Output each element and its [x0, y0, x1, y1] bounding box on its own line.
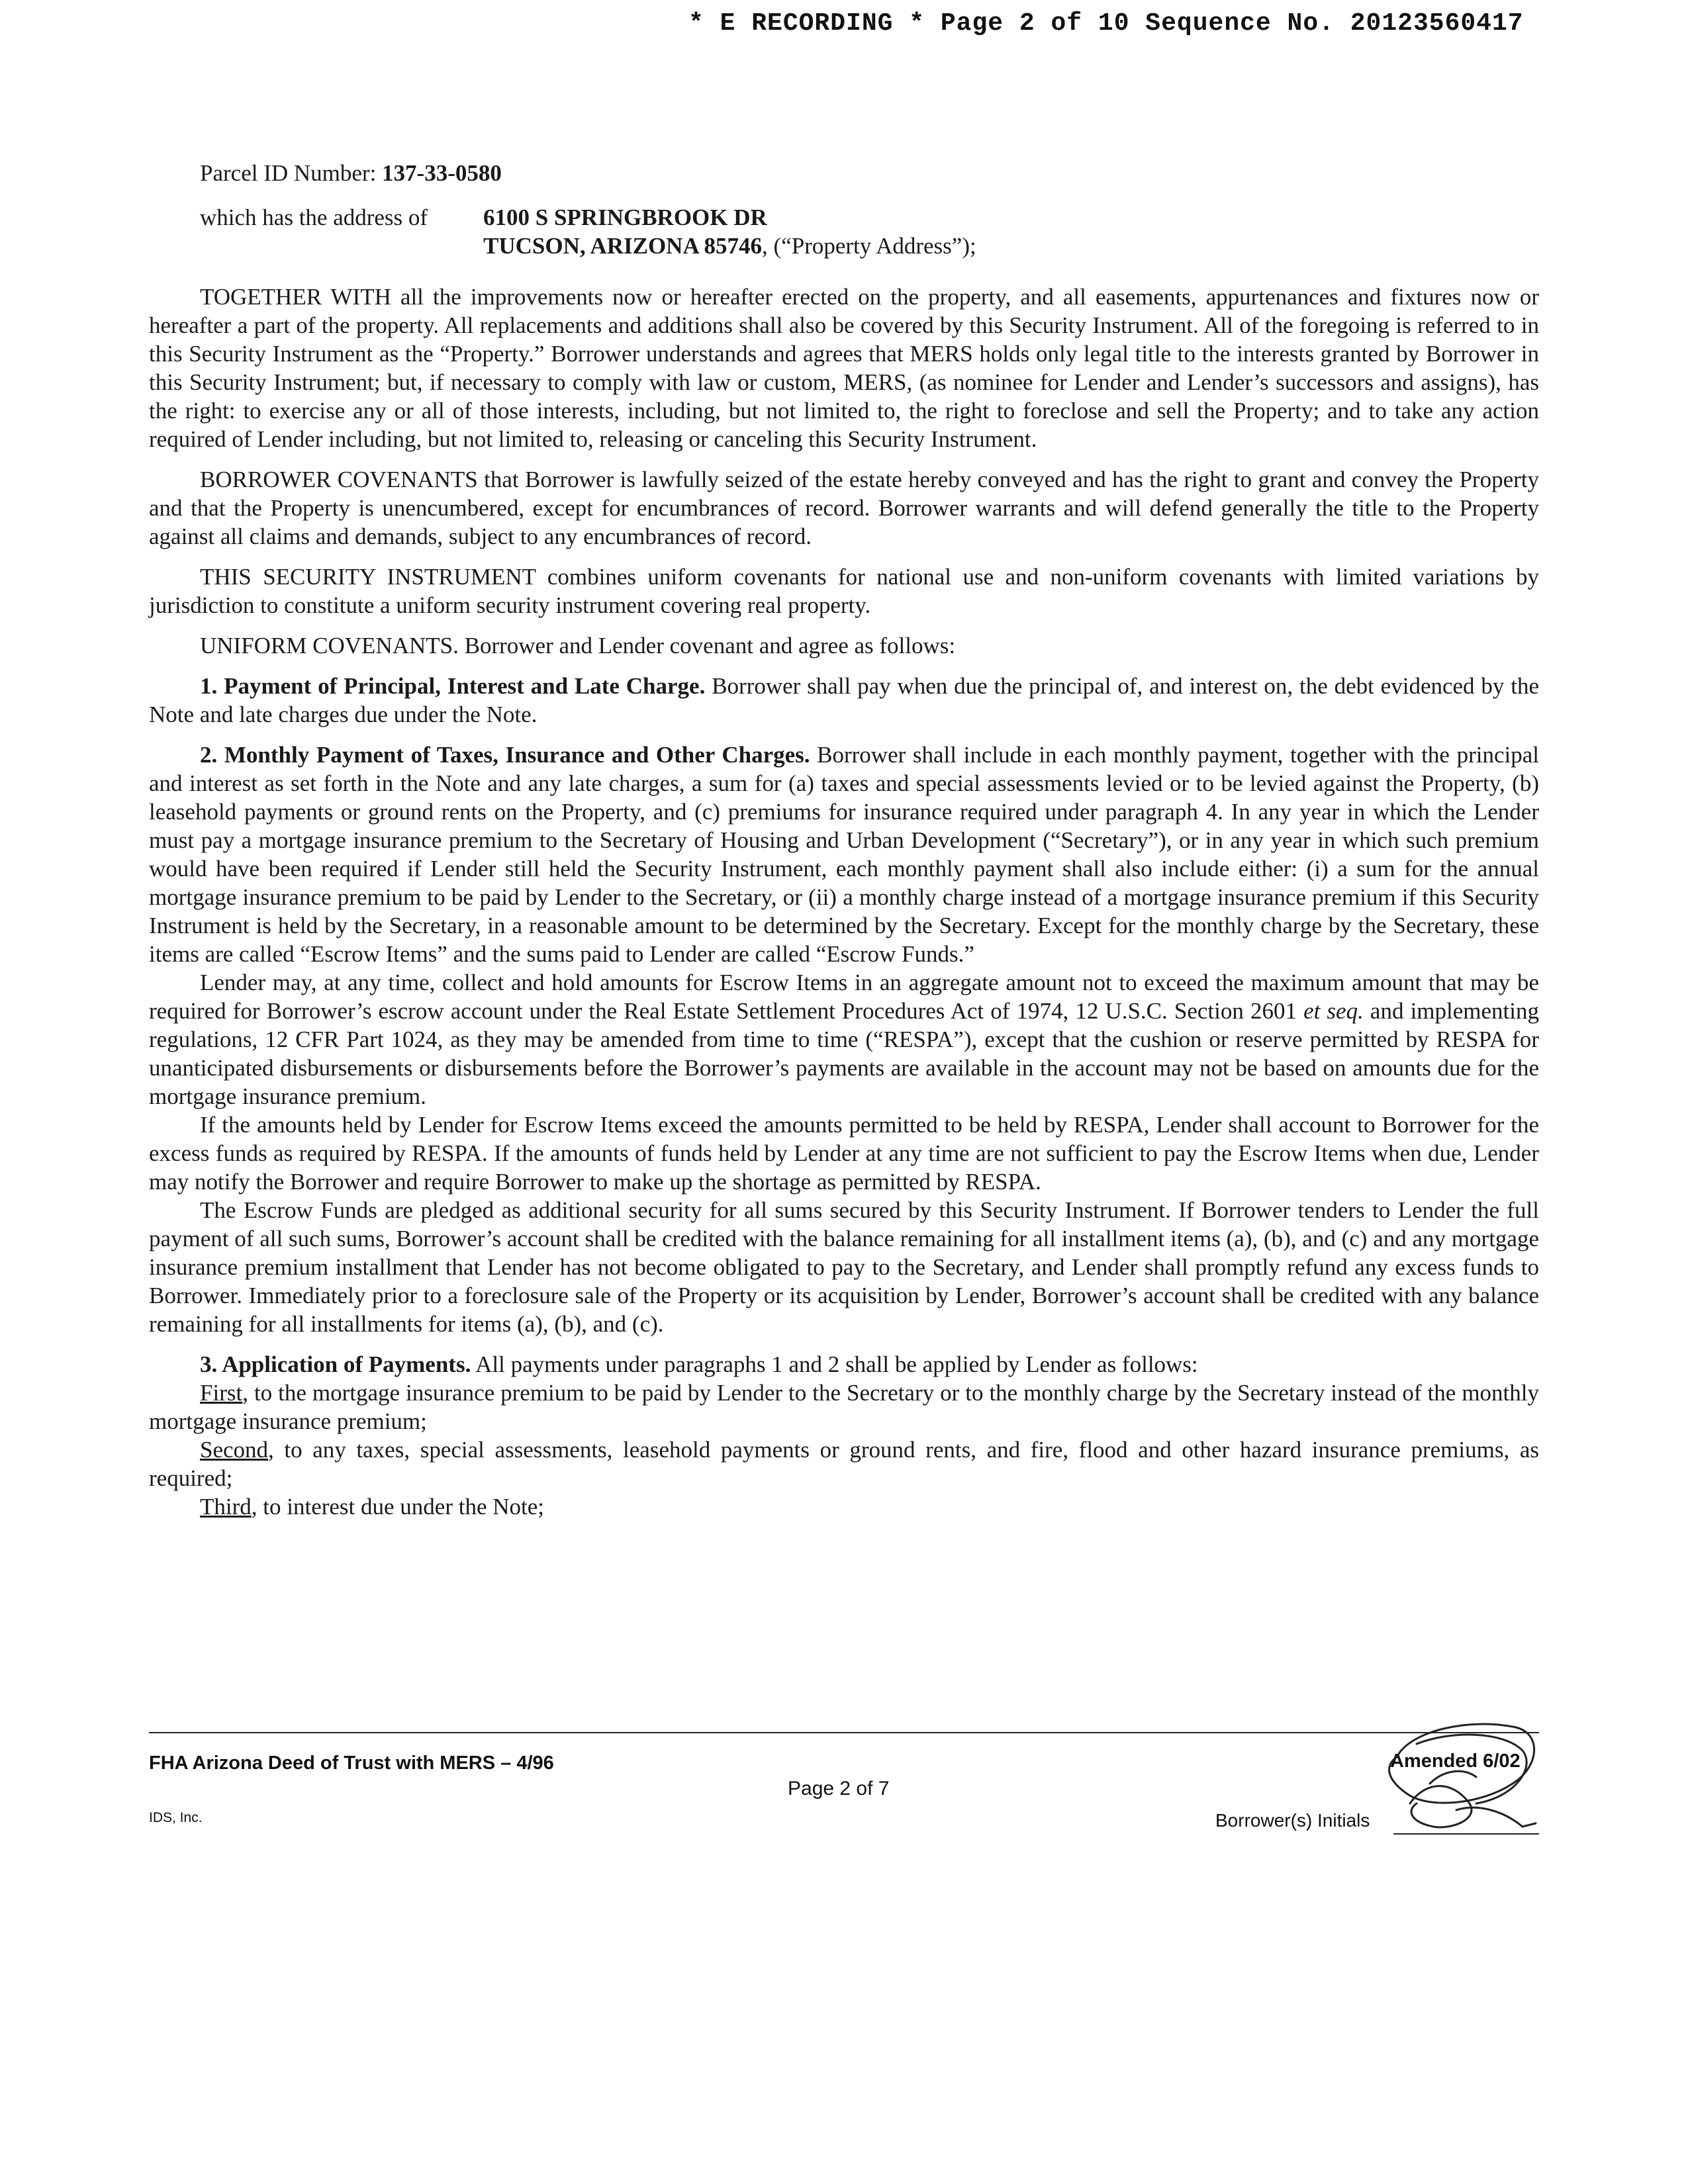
- recording-stamp: * E RECORDING * Page 2 of 10 Sequence No. 20123560417: [688, 9, 1524, 38]
- vendor-name: IDS, Inc.: [149, 1810, 203, 1825]
- document-body: [149, 159, 1539, 1521]
- section-3-body: All payments under paragraphs 1 and 2 shall be applied by Lender as follows:: [471, 1351, 1198, 1377]
- second-label: Second: [200, 1437, 269, 1463]
- page-number: Page 2 of 7: [788, 1778, 890, 1799]
- section-2-lender-paragraph: [149, 968, 1539, 1111]
- section-2-body: Borrower shall include in each monthly payment, together with the principal and interest as set forth in the Note and any late charges, a sum for (a) taxes and special assessments levied or to be levied against the Property, (b) leasehold payments or ground rents on the Property, and (c) premiums for insurance required under paragraph 4. In any year in which the Lender must pay a mortgage insurance premium to the Secretary of Housing and Urban Development (“Secretary”), or in any year in which such premium would have been required if Lender still held the Security Instrument, each monthly payment shall also include either: (i) a sum for the annual mortgage insurance premium to be paid by Lender to the Secretary, or (ii) a monthly charge instead of a mortgage insurance premium if this Security Instrument is held by the Secretary, in a reasonable amount to be determined by the Secretary. Except for the monthly charge by the Secretary, these items are called “Escrow Items” and the sums paid to Lender are called “Escrow Funds.”: [149, 742, 1539, 967]
- address-suffix: , (“Property Address”);: [762, 233, 976, 259]
- property-address: [200, 203, 1539, 260]
- section-2-paragraph: [149, 741, 1539, 968]
- footer-divider: [149, 1732, 1539, 1733]
- address-city: TUCSON, ARIZONA 85746: [483, 233, 763, 259]
- section-1-heading: 1. Payment of Principal, Interest and Late Charge.: [200, 673, 706, 699]
- section-3-paragraph: [149, 1350, 1539, 1379]
- borrower-covenants-paragraph: BORROWER COVENANTS that Borrower is lawfully seized of the estate hereby conveyed and has the right to grant and convey the Property and that the Property is unencumbered, except for encumbrances of record. Borrower warrants and will defend generally the title to the Property against all claims and demands, subject to any encumbrances of record.: [149, 467, 1539, 549]
- parcel-line: [200, 159, 1539, 187]
- form-name: FHA Arizona Deed of Trust with MERS – 4/96: [149, 1752, 554, 1774]
- address-lines: [483, 203, 976, 260]
- address-street: 6100 S SPRINGBROOK DR: [483, 205, 767, 230]
- parcel-label: Parcel ID Number:: [200, 160, 377, 186]
- parcel-number: 137-33-0580: [382, 160, 502, 186]
- uniform-covenants-paragraph: UNIFORM COVENANTS. Borrower and Lender covenant and agree as follows:: [200, 633, 956, 659]
- first-body: , to the mortgage insurance premium to be paid by Lender to the Secretary or to the monthly charge by the Secretary instead of the monthly mortgage insurance premium;: [149, 1380, 1539, 1434]
- first-application-paragraph: [149, 1379, 1539, 1435]
- second-body: , to any taxes, special assessments, leasehold payments or ground rents, and fire, flood and other hazard insurance premiums, as required;: [149, 1437, 1539, 1491]
- section-2-lender-text-b: and implementing regulations, 12 CFR Part 1024, as they may be amended from time to time (“RESPA”), except that the cushion or reserve permitted by RESPA for unanticipated disbursements or disbursements before the Borrower’s payments are available in the account may not be based on amounts due for the mortgage insurance premium.: [149, 998, 1539, 1109]
- amended-date: Amended 6/02: [1390, 1751, 1521, 1772]
- second-application-paragraph: [149, 1435, 1539, 1492]
- section-1-paragraph: [149, 672, 1539, 729]
- third-application-paragraph: [149, 1492, 1539, 1521]
- et-seq-text: et seq.: [1303, 998, 1364, 1024]
- first-label: First: [200, 1380, 243, 1406]
- security-instrument-paragraph: THIS SECURITY INSTRUMENT combines uniform covenants for national use and non-uniform covenants with limited variations by jurisdiction to constitute a uniform security instrument covering real property.: [149, 564, 1539, 618]
- third-label: Third: [200, 1494, 252, 1520]
- section-3-heading: 3. Application of Payments.: [200, 1351, 471, 1377]
- together-with-paragraph: TOGETHER WITH all the improvements now or hereafter erected on the property, and all easements, appurtenances and fixtures now or hereafter a part of the property. All replacements and additions shall also be covered by this Security Instrument. All of the foregoing is referred to in this Security Instrument as the “Property.” Borrower understands and agrees that MERS holds only legal title to the interests granted by Borrower in this Security Instrument; but, if necessary to comply with law or custom, MERS, (as nominee for Lender and Lender’s successors and assigns), has the right: to exercise any or all of those interests, including, but not limited to, the right to foreclose and sell the Property; and to take any action required of Lender including, but not limited to, releasing or canceling this Security Instrument.: [149, 284, 1539, 452]
- section-2-lender-text-a: Lender may, at any time, collect and hold amounts for Escrow Items in an aggregate amount not to exceed the maximum amount that may be required for Borrower’s escrow account under the Real Estate Settlement Procedures Act of 1974, 12 U.S.C. Section 2601: [149, 970, 1539, 1024]
- section-2-pledged-paragraph: The Escrow Funds are pledged as additional security for all sums secured by this Security Instrument. If Borrower tenders to Lender the full payment of all such sums, Borrower’s account shall be credited with the balance remaining for all installment items (a), (b), and (c) and any mortgage insurance premium installment that Lender has not become obligated to pay to the Secretary, and Lender shall promptly refund any excess funds to Borrower. Immediately prior to a foreclosure sale of the Property or its acquisition by Lender, Borrower’s account shall be credited with any balance remaining for all installments for items (a), (b), and (c).: [149, 1197, 1539, 1337]
- third-body: , to interest due under the Note;: [251, 1494, 544, 1520]
- section-2-excess-paragraph: If the amounts held by Lender for Escrow Items exceed the amounts permitted to be held by RESPA, Lender shall account to Borrower for the excess funds as required by RESPA. If the amounts of funds held by Lender at any time are not sufficient to pay the Escrow Items when due, Lender may notify the Borrower and require Borrower to make up the shortage as permitted by RESPA.: [149, 1112, 1539, 1195]
- initials-label: Borrower(s) Initials: [1215, 1810, 1370, 1831]
- address-label: which has the address of: [200, 205, 428, 230]
- borrower-initials-signature: [1370, 1704, 1549, 1850]
- section-1-body: Borrower shall pay when due the principal of, and interest on, the debt evidenced by the Note and late charges due under the Note.: [149, 673, 1539, 727]
- section-2-heading: 2. Monthly Payment of Taxes, Insurance and Other Charges.: [200, 742, 810, 768]
